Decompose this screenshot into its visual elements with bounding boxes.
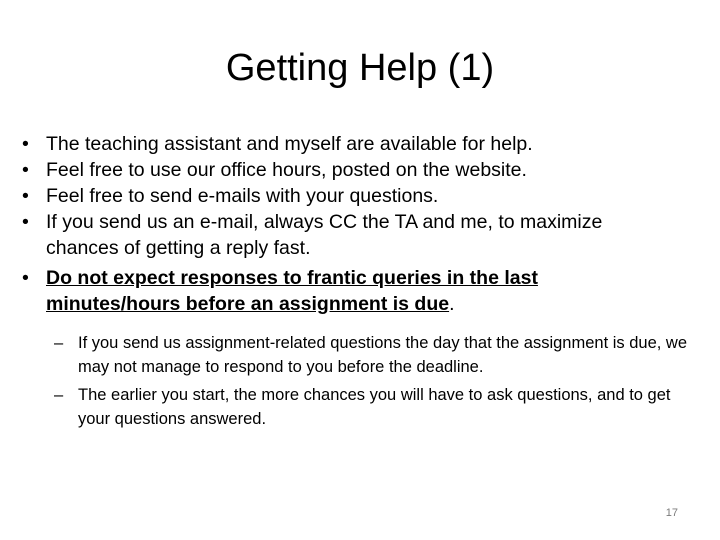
emphasis-bullet-text: Do not expect responses to frantic queries in the last minutes/hours before an assignment is due: [46, 267, 538, 315]
emphasis-bullet-suffix: .: [449, 293, 455, 315]
dash-icon: –: [54, 334, 64, 352]
subbullet-list: [54, 331, 688, 431]
subbullet-item: [54, 383, 698, 431]
slide-title: Getting Help (1): [225, 47, 495, 89]
page-number: 17: [665, 507, 678, 519]
bullet-item: [22, 157, 662, 183]
emphasis-bullet-item: [22, 265, 688, 431]
bullet-text: Feel free to send e-mails with your questions.: [46, 185, 439, 207]
bullet-item: [22, 209, 662, 261]
bullet-icon: •: [22, 185, 29, 207]
bullet-icon: •: [22, 133, 29, 155]
bullet-icon: •: [22, 159, 29, 181]
bullet-icon: •: [22, 211, 29, 233]
subbullet-item: [54, 331, 698, 379]
bullet-icon: •: [22, 267, 29, 289]
bullet-text: The teaching assistant and myself are available for help.: [46, 133, 533, 155]
bullet-text: Feel free to use our office hours, posted on the website.: [46, 159, 527, 181]
bullet-item: [22, 131, 662, 157]
bullet-text: If you send us an e-mail, always CC the TA and me, to maximize chances of getting a reply fast.: [46, 211, 603, 259]
bullet-item: [22, 183, 662, 209]
bullet-list: [22, 131, 688, 435]
subbullet-text: If you send us assignment-related questions the day that the assignment is due, we may not manage to respond to you before the deadline.: [78, 334, 688, 376]
subbullet-text: The earlier you start, the more chances you will have to ask questions, and to get your questions answered.: [78, 386, 671, 428]
dash-icon: –: [54, 386, 64, 404]
